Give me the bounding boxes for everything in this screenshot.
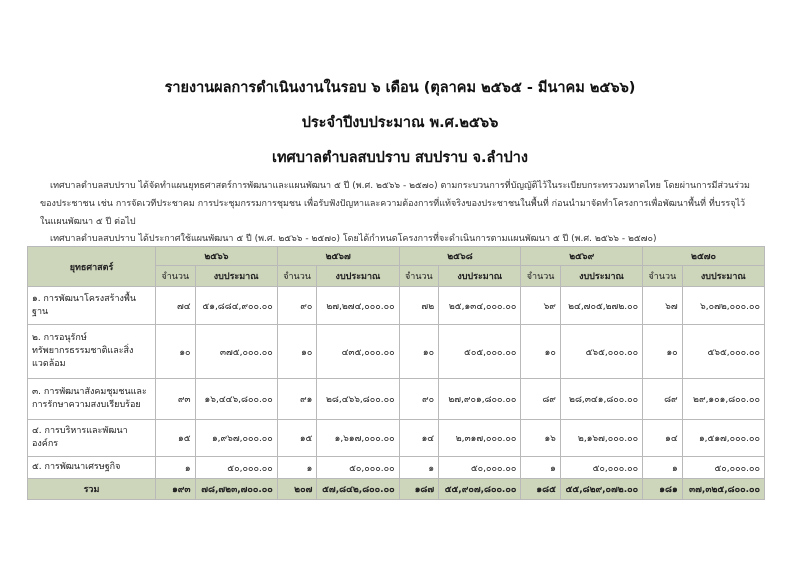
project-count: ๑ [521,457,561,479]
project-count: ๙๓ [156,379,196,420]
budget-value: ๒๔,๗๐๕,๒๗๒.๐๐ [560,287,642,325]
project-count: ๑ [399,457,439,479]
project-count: ๗๔ [156,287,196,325]
budget-value: ๕๐,๐๐๐.๐๐ [195,457,277,479]
year-header: ๒๕๖๗ [277,247,399,266]
project-count: ๑๔ [399,420,439,457]
strategy-name: ๒. การอนุรักษ์ทรัพยากรธรรมชาติและสิ่งแวดล้อม [28,325,156,379]
total-budget: ๕๕,๘๒๙,๐๗๒.๐๐ [560,479,642,500]
budget-value: ๕๐,๐๐๐.๐๐ [317,457,399,479]
project-count: ๑๐ [277,325,317,379]
count-header: จำนวน [399,266,439,287]
year-header: ๒๕๖๘ [399,247,521,266]
budget-value: ๓๗๕,๐๐๐.๐๐ [195,325,277,379]
budget-value: ๕๖๕,๐๐๐.๐๐ [560,325,642,379]
budget-value: ๑,๖๑๗,๐๐๐.๐๐ [317,420,399,457]
municipality-title: เทศบาลตำบลสบปราบ สบปราบ จ.ลำปาง [272,150,528,166]
total-count: ๑๘๑ [643,479,683,500]
budget-header: งบประมาณ [195,266,277,287]
project-count: ๑๐ [643,325,683,379]
budget-value: ๖,๐๗๒,๐๐๐.๐๐ [682,287,764,325]
budget-value: ๒๗,๒๗๔,๐๐๐.๐๐ [317,287,399,325]
count-header: จำนวน [521,266,561,287]
project-count: ๑ [643,457,683,479]
total-budget: ๓๗,๓๒๕,๘๐๐.๐๐ [682,479,764,500]
strategy-name: ๕. การพัฒนาเศรษฐกิจ [28,457,156,479]
count-header: จำนวน [156,266,196,287]
budget-header: งบประมาณ [682,266,764,287]
total-row [28,479,765,500]
project-count: ๑๕ [277,420,317,457]
project-count: ๑๐ [399,325,439,379]
budget-value: ๒๘,๓๔๑,๘๐๐.๐๐ [560,379,642,420]
table-row [28,325,765,379]
table-row [28,420,765,457]
project-count: ๑๔ [643,420,683,457]
budget-value: ๕๑,๘๘๔,๙๐๐.๐๐ [195,287,277,325]
budget-value: ๒๕,๑๓๔,๐๐๐.๐๐ [439,287,521,325]
budget-value: ๑,๕๑๗,๐๐๐.๐๐ [682,420,764,457]
project-count: ๑๖ [521,420,561,457]
budget-value: ๒๙,๑๐๑,๘๐๐.๐๐ [682,379,764,420]
total-count: ๒๐๗ [277,479,317,500]
total-budget: ๕๗,๘๔๒,๘๐๐.๐๐ [317,479,399,500]
project-count: ๙๐ [399,379,439,420]
budget-header: งบประมาณ [317,266,399,287]
count-header: จำนวน [277,266,317,287]
project-count: ๑๐ [156,325,196,379]
project-count: ๘๙ [521,379,561,420]
project-count: ๑ [277,457,317,479]
strategy-name: ๑. การพัฒนาโครงสร้างพื้นฐาน [28,287,156,325]
budget-header: งบประมาณ [560,266,642,287]
project-count: ๑ [156,457,196,479]
total-budget: ๗๘,๗๒๓,๗๐๐.๐๐ [195,479,277,500]
budget-value: ๕๖๕,๐๐๐.๐๐ [682,325,764,379]
year-header: ๒๕๗๐ [643,247,765,266]
budget-value: ๑,๙๖๗,๐๐๐.๐๐ [195,420,277,457]
budget-value: ๕๐,๐๐๐.๐๐ [682,457,764,479]
project-count: ๖๙ [521,287,561,325]
budget-value: ๒๘,๔๖๖,๘๐๐.๐๐ [317,379,399,420]
project-count: ๘๙ [643,379,683,420]
total-count: ๑๘๗ [399,479,439,500]
projects-table [27,246,765,500]
project-count: ๙๐ [277,287,317,325]
project-count: ๑๐ [521,325,561,379]
total-label: รวม [28,479,156,500]
project-count: ๗๒ [399,287,439,325]
project-count: ๖๗ [643,287,683,325]
strategy-name: ๔. การบริหารและพัฒนาองค์กร [28,420,156,457]
announce-paragraph: เทศบาลตำบลสบปราบ ได้ประกาศใช้แผนพัฒนา ๕ ปี (พ.ศ. ๒๕๖๖ - ๒๕๗๐) โดยได้กำหนดโครงการที่จะดำเนินการตามแผนพัฒนา ๕ ปี (พ.ศ. ๒๕๖๖ - ๒๕๗๐) [50,234,657,244]
budget-value: ๔๓๕,๐๐๐.๐๐ [317,325,399,379]
budget-value: ๕๐,๐๐๐.๐๐ [439,457,521,479]
strategy-header: ยุทธศาสตร์ [28,247,156,287]
total-budget: ๕๕,๙๐๗,๘๐๐.๐๐ [439,479,521,500]
budget-value: ๑๖,๔๔๖,๘๐๐.๐๐ [195,379,277,420]
count-header: จำนวน [643,266,683,287]
total-count: ๑๙๓ [156,479,196,500]
table-row [28,379,765,420]
fiscal-year-title: ประจำปีงบประมาณ พ.ศ.๒๕๖๖ [301,115,499,131]
strategy-name: ๓. การพัฒนาสังคมชุมชนและการรักษาความสงบเรียบร้อย [28,379,156,420]
project-count: ๙๑ [277,379,317,420]
intro-paragraph: เทศบาลตำบลสบปราบ ได้จัดทำแผนยุทธศาสตร์การพัฒนาและแผนพัฒนา ๕ ปี (พ.ศ. ๒๕๖๖ - ๒๕๗๐) ตามกระบวนการที่บัญญัติไว้ในระเบียบกระทรวงมหาดไทย โดยผ่านการมีส่วนร่วมของประชาชน เช่น การจัดเวทีประชาคม การประชุมกรรมการชุมชน เพื่อรับฟังปัญหาและความต้องการที่แท้จริงของประชาชนในพื้นที่ ก่อนนำมาจัดทำโครงการเพื่อพัฒนาพื้นที่ ที่บรรจุไว้ในแผนพัฒนา ๕ ปี ต่อไป [40,181,750,227]
budget-value: ๒,๑๖๗,๐๐๐.๐๐ [560,420,642,457]
budget-value: ๒,๓๑๗,๐๐๐.๐๐ [439,420,521,457]
budget-header: งบประมาณ [439,266,521,287]
budget-value: ๕๐๕,๐๐๐.๐๐ [439,325,521,379]
year-header-row [28,247,765,266]
total-count: ๑๘๕ [521,479,561,500]
report-title: รายงานผลการดำเนินงานในรอบ ๖ เดือน (ตุลาคม ๒๕๖๕ - มีนาคม ๒๕๖๖) [164,80,636,96]
table-row [28,457,765,479]
budget-value: ๕๐,๐๐๐.๐๐ [560,457,642,479]
project-count: ๑๕ [156,420,196,457]
table-row [28,287,765,325]
year-header: ๒๕๖๖ [156,247,278,266]
year-header: ๒๕๖๙ [521,247,643,266]
budget-value: ๒๗,๙๐๑,๘๐๐.๐๐ [439,379,521,420]
